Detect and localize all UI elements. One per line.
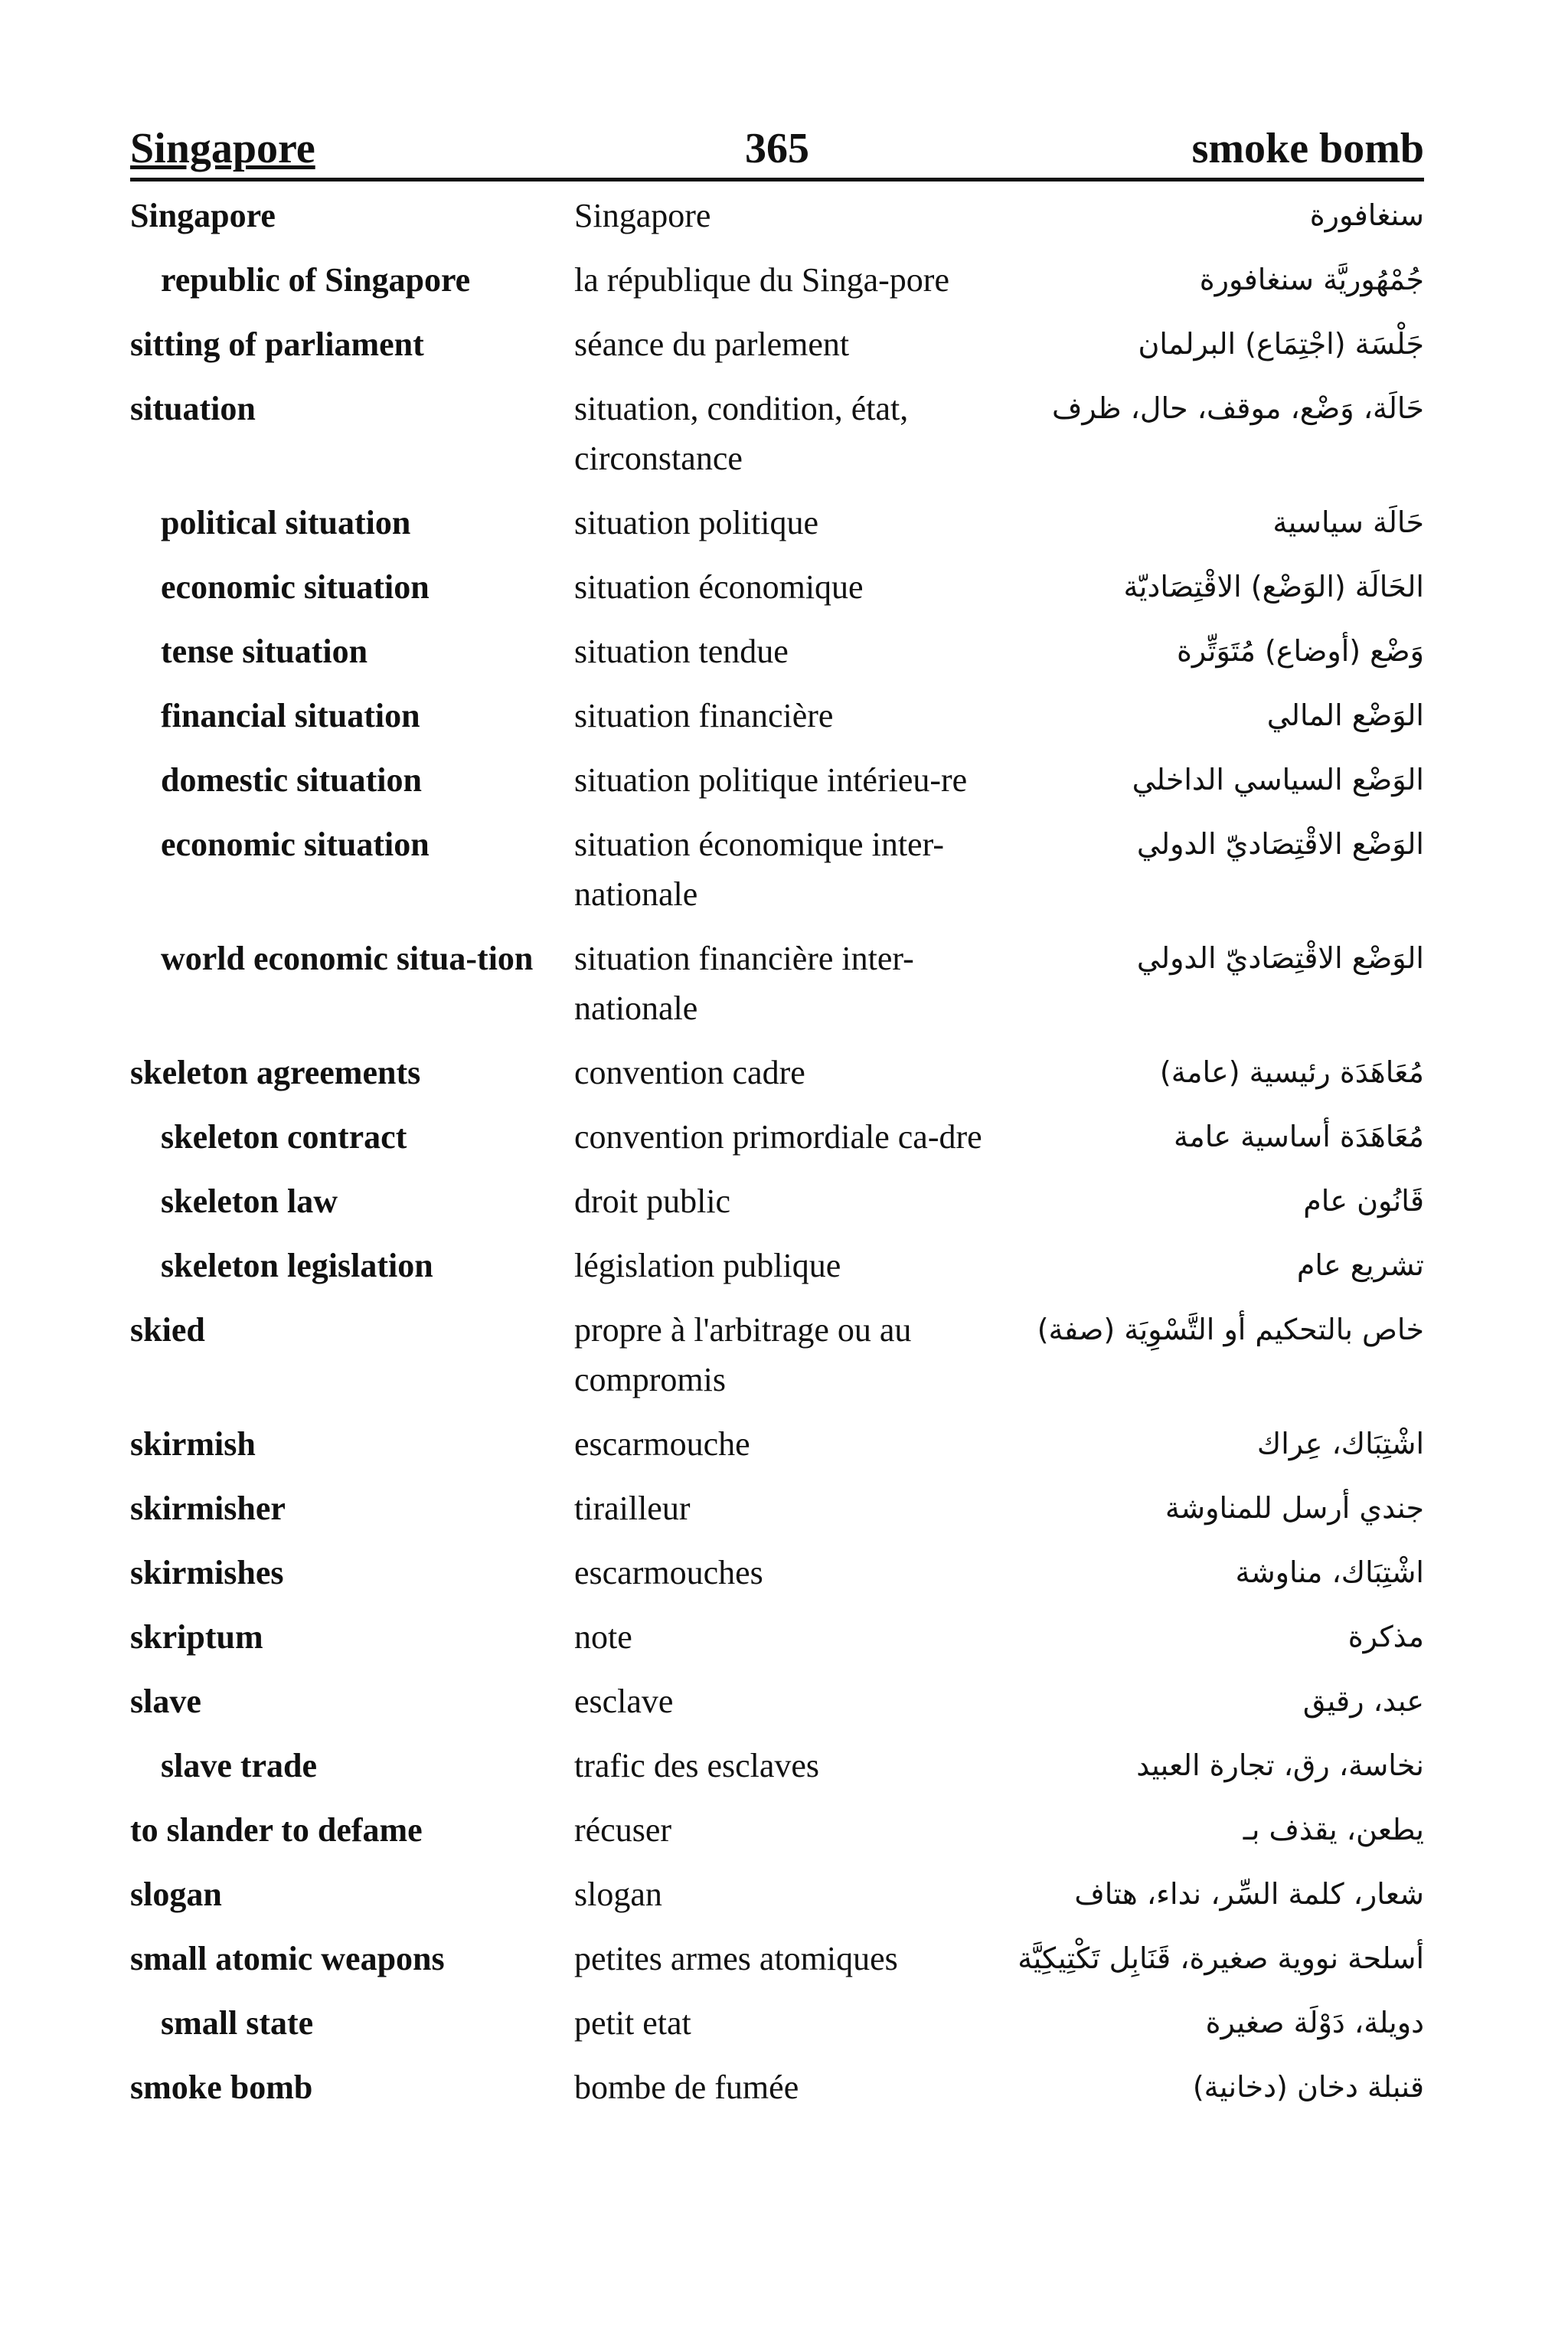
page-number: 365: [745, 125, 809, 172]
entry-row: [130, 1934, 1424, 1984]
english-term: to slander to defame: [130, 1811, 423, 1849]
entry-row: [130, 562, 1424, 612]
arabic-term: نخاسة، رق، تجارة العبيد: [1136, 1748, 1424, 1782]
entry-row: [130, 191, 1424, 240]
french-term: droit public: [574, 1182, 731, 1220]
arabic-term: الوَضْع السياسي الداخلي: [1132, 763, 1424, 796]
french-term: esclave: [574, 1683, 674, 1720]
arabic-term: مذكرة: [1348, 1620, 1424, 1653]
french-term: escarmouches: [574, 1554, 763, 1591]
entry-row: [130, 934, 1424, 1033]
english-term: skirmisher: [130, 1490, 286, 1527]
french-term: situation politique intérieu-re: [574, 761, 968, 799]
arabic-term: الحَالَة (الوَضْع) الاقْتِصَاديّة: [1123, 570, 1424, 603]
arabic-term: مُعَاهَدَة رئيسية (عامة): [1159, 1055, 1424, 1089]
english-term: skeleton law: [161, 1182, 338, 1220]
entry-row: [130, 626, 1424, 676]
entry-row: [130, 819, 1424, 919]
arabic-term: أسلحة نووية صغيرة، قَنَابِل تَكْتِيكِيَّة: [1018, 1941, 1424, 1975]
arabic-term: الوَضْع الاقْتِصَاديّ الدولي: [1136, 941, 1424, 975]
english-term: economic situation: [161, 826, 430, 863]
entry-row: [130, 384, 1424, 483]
arabic-term: جندي أرسل للمناوشة: [1165, 1491, 1424, 1525]
english-term: skriptum: [130, 1618, 263, 1656]
french-term: situation, condition, état, circonstance: [574, 390, 909, 477]
arabic-term: دويلة، دَوْلَة صغيرة: [1205, 2006, 1424, 2039]
entry-row: [130, 1869, 1424, 1919]
entry-row: [130, 1998, 1424, 2048]
french-term: situation financière: [574, 697, 834, 734]
header-last-entry: smoke bomb: [1191, 125, 1424, 172]
arabic-term: حَالَة سياسية: [1272, 505, 1424, 539]
arabic-term: الوَضْع الاقْتِصَاديّ الدولي: [1136, 827, 1424, 861]
entry-row: [130, 498, 1424, 548]
english-term: slogan: [130, 1876, 222, 1913]
english-term: skirmish: [130, 1425, 256, 1463]
french-term: bombe de fumée: [574, 2069, 799, 2106]
english-term: Singapore: [130, 197, 276, 234]
french-term: slogan: [574, 1876, 662, 1913]
english-term: tense situation: [161, 633, 368, 670]
arabic-term: اشْتِبَاك، عِراك: [1256, 1427, 1424, 1460]
french-term: convention cadre: [574, 1054, 805, 1091]
french-term: récuser: [574, 1811, 672, 1849]
entry-row: [130, 1305, 1424, 1405]
arabic-term: مُعَاهَدَة أساسية عامة: [1174, 1120, 1424, 1153]
french-term: la république du Singa-pore: [574, 261, 949, 299]
english-term: skeleton agreements: [130, 1054, 421, 1091]
arabic-term: جُمْهُوريَّة سنغافورة: [1199, 263, 1424, 296]
arabic-term: وَضْع (أوضاع) مُتَوَتِّرة: [1177, 634, 1424, 668]
english-term: skeleton legislation: [161, 1247, 433, 1284]
english-term: sitting of parliament: [130, 325, 424, 363]
english-term: small atomic weapons: [130, 1940, 445, 1977]
entry-row: [130, 1176, 1424, 1226]
arabic-term: حَالَة، وَضْع، موقف، حال، ظرف: [1051, 391, 1424, 425]
page-header: [130, 115, 1424, 182]
french-term: situation financière inter-nationale: [574, 940, 914, 1027]
french-term: situation politique: [574, 504, 818, 541]
entry-row: [130, 1548, 1424, 1598]
header-first-entry: Singapore: [130, 125, 315, 172]
french-term: tirailleur: [574, 1490, 691, 1527]
arabic-term: اشْتِبَاك، مناوشة: [1235, 1555, 1424, 1589]
french-term: législation publique: [574, 1247, 841, 1284]
arabic-term: عبد، رقيق: [1302, 1684, 1424, 1718]
french-term: Singapore: [574, 197, 711, 234]
french-term: propre à l'arbitrage ou au compromis: [574, 1311, 912, 1398]
arabic-term: خاص بالتحكيم أو التَّسْوِيَة (صفة): [1037, 1313, 1424, 1346]
english-term: financial situation: [161, 697, 420, 734]
entry-row: [130, 1741, 1424, 1791]
arabic-term: يطعن، يقذف بـ: [1243, 1813, 1424, 1846]
english-term: skied: [130, 1311, 205, 1349]
english-term: skeleton contract: [161, 1118, 407, 1156]
french-term: escarmouche: [574, 1425, 750, 1463]
entry-row: [130, 1612, 1424, 1662]
entry-row: [130, 319, 1424, 369]
arabic-term: شعار، كلمة السِّر، نداء، هتاف: [1074, 1877, 1424, 1911]
english-term: political situation: [161, 504, 411, 541]
entry-row: [130, 2062, 1424, 2112]
arabic-term: الوَضْع المالي: [1266, 698, 1424, 732]
english-term: skirmishes: [130, 1554, 284, 1591]
entry-row: [130, 1805, 1424, 1855]
english-term: slave: [130, 1683, 201, 1720]
entry-row: [130, 1112, 1424, 1162]
french-term: situation économique: [574, 568, 864, 606]
english-term: situation: [130, 390, 256, 427]
entry-row: [130, 1419, 1424, 1469]
entry-row: [130, 1048, 1424, 1097]
entry-row: [130, 1676, 1424, 1726]
french-term: trafic des esclaves: [574, 1747, 820, 1784]
french-term: situation tendue: [574, 633, 789, 670]
english-term: small state: [161, 2004, 314, 2042]
arabic-term: قَانُون عام: [1303, 1184, 1424, 1218]
arabic-term: جَلْسَة (اجْتِمَاع) البرلمان: [1138, 327, 1424, 361]
french-term: convention primordiale ca-dre: [574, 1118, 982, 1156]
english-term: economic situation: [161, 568, 430, 606]
english-term: slave trade: [161, 1747, 318, 1784]
arabic-term: سنغافورة: [1309, 198, 1424, 232]
english-term: domestic situation: [161, 761, 422, 799]
english-term: world economic situa-tion: [161, 940, 534, 977]
dictionary-page: [130, 115, 1424, 2127]
french-term: séance du parlement: [574, 325, 850, 363]
english-term: republic of Singapore: [161, 261, 471, 299]
french-term: note: [574, 1618, 632, 1656]
arabic-term: تشريع عام: [1296, 1248, 1424, 1282]
french-term: petites armes atomiques: [574, 1940, 898, 1977]
entry-row: [130, 255, 1424, 305]
entry-row: [130, 691, 1424, 741]
entry-row: [130, 1241, 1424, 1290]
english-term: smoke bomb: [130, 2069, 313, 2106]
entry-row: [130, 755, 1424, 805]
entry-list: [130, 191, 1424, 2112]
french-term: situation économique inter-nationale: [574, 826, 944, 913]
arabic-term: قنبلة دخان (دخانية): [1192, 2070, 1424, 2104]
entry-row: [130, 1483, 1424, 1533]
french-term: petit etat: [574, 2004, 691, 2042]
